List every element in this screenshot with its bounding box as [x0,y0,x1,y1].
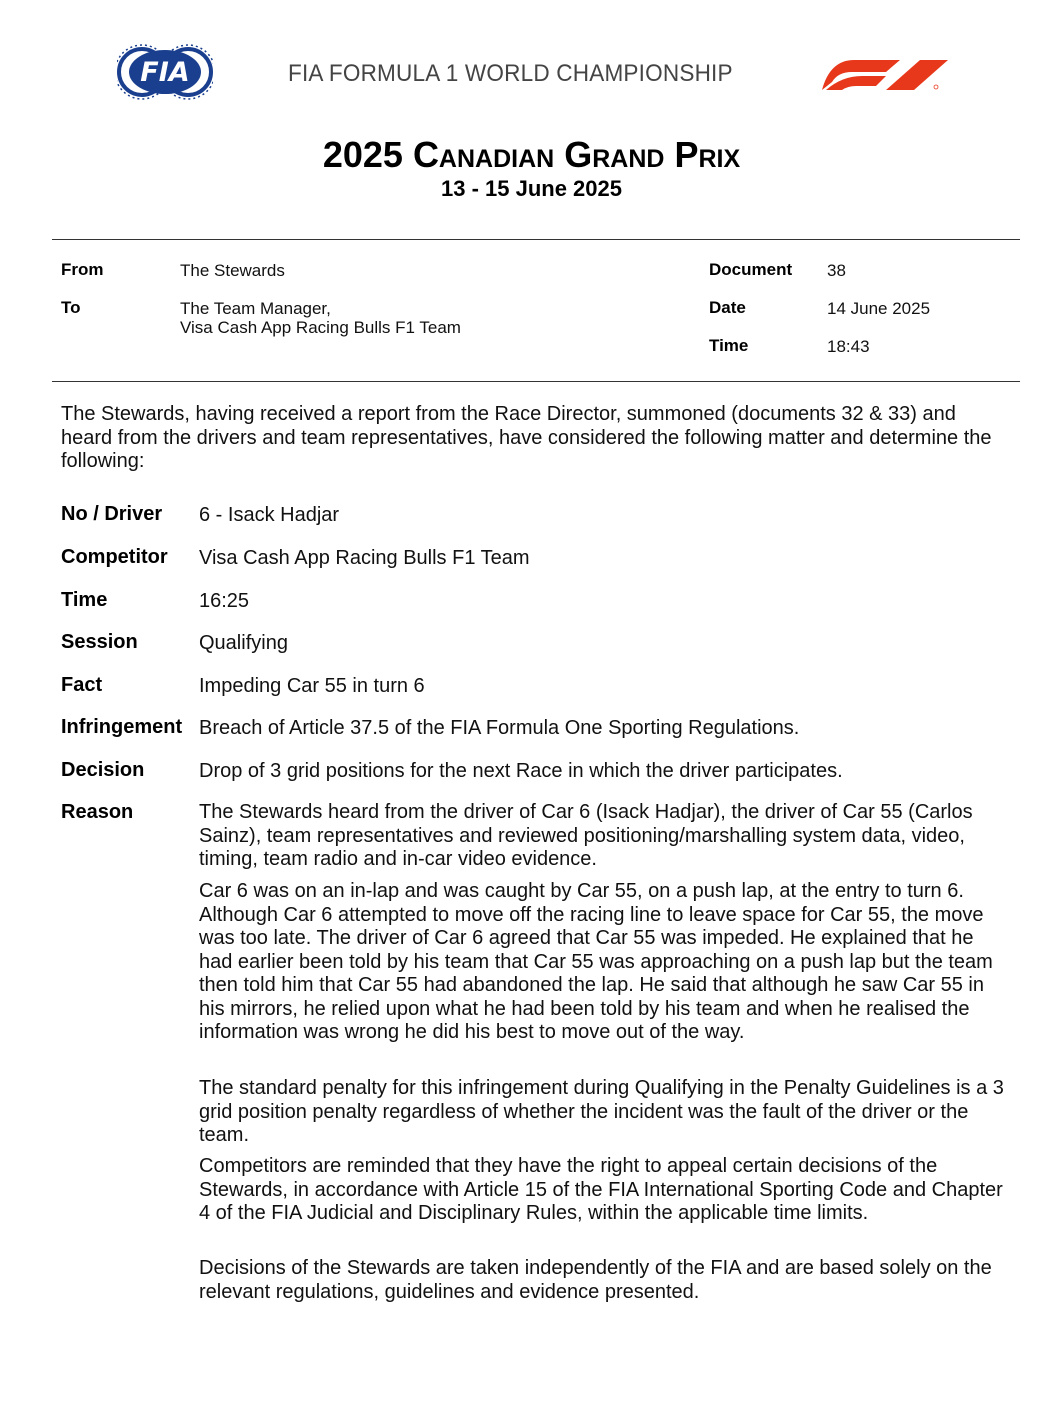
to-label: To [61,298,81,317]
event-title [0,134,1063,176]
competitor-label: Competitor [61,546,168,568]
to-line-2: Visa Cash App Racing Bulls F1 Team [180,318,461,337]
independence-notice: Decisions of the Stewards are taken independently of the FIA and are based solely on the relevant regulations, guidelines and evidence presented. [199,1257,992,1303]
event-word-3: Prix [674,134,741,175]
reason-paragraph-2: Car 6 was on an in-lap and was caught by Car 55, on a push lap, at the entry to turn 6. Although Car 6 attempted to move off the racing line to leave space for Car 55, the move was too late. The driver of Car 6 agreed that Car 55 was impeded. He explained that he had earlier been told by his team that Car 55 was approaching on a push lap but the team then told him that Car 55 had abandoned the lap. He said that although he saw Car 55 in his mirrors, he relied upon what he had been told by his team and when he realised the information was wrong he did his best to move out of the way. [199,880,993,1043]
document-label: Document [709,260,793,279]
date-label: Date [709,298,746,317]
divider-bottom [52,381,1020,382]
driver-value: 6 - Isack Hadjar [199,504,340,526]
event-dates: 13 - 15 June 2025 [440,176,622,201]
incident-time-value: 16:25 [199,590,250,612]
time-label: Time [709,336,749,355]
f1-logo [816,54,954,92]
date-value: 14 June 2025 [827,299,931,318]
from-label: From [61,260,104,279]
document-header [0,0,1063,120]
event-year: 2025 [322,134,403,175]
event-word-2: Grand [564,134,665,175]
session-value: Qualifying [199,632,288,654]
intro-paragraph: The Stewards, having received a report from the Race Director, summoned (documents 32 & 33) and heard from the drivers and team representatives, have considered the following matter and determine the following: [61,403,992,472]
fact-value: Impeding Car 55 in turn 6 [199,675,425,697]
to-line-1: The Team Manager, [180,299,331,318]
competitor-value: Visa Cash App Racing Bulls F1 Team [199,547,530,569]
divider-top [52,239,1020,240]
document-value: 38 [827,261,846,280]
driver-label: No / Driver [61,503,163,525]
infringement-value: Breach of Article 37.5 of the FIA Formula One Sporting Regulations. [199,717,800,739]
appeal-notice: Competitors are reminded that they have the right to appeal certain decisions of the Stewards, in accordance with Article 15 of the FIA International Sporting Code and Chapter 4 of the FIA Judicial and Disciplinary Rules, within the applicable time limits. [199,1155,1003,1224]
reason-label: Reason [61,801,134,823]
decision-value: Drop of 3 grid positions for the next Race in which the driver participates. [199,760,843,782]
fia-logo [117,38,213,106]
event-word-1: Canadian [412,134,555,175]
decision-label: Decision [61,759,145,781]
fia-logo-text: FIA [140,57,190,88]
infringement-label: Infringement [61,716,183,738]
from-value: The Stewards [180,261,285,280]
fact-label: Fact [61,674,103,696]
reason-paragraph-1: The Stewards heard from the driver of Car 6 (Isack Hadjar), the driver of Car 55 (Carlos Sainz), team representatives and reviewed positioning/marshalling system data, video, timing, team radio and in-car video evidence. [199,801,973,870]
session-label: Session [61,631,138,653]
championship-title: FIA FORMULA 1 WORLD CHAMPIONSHIP [288,60,733,87]
incident-time-label: Time [61,589,108,611]
time-value: 18:43 [827,337,870,356]
reason-paragraph-3: The standard penalty for this infringement during Qualifying in the Penalty Guidelines is a 3 grid position penalty regardless of whether the incident was the fault of the driver or the team. [199,1077,1004,1146]
